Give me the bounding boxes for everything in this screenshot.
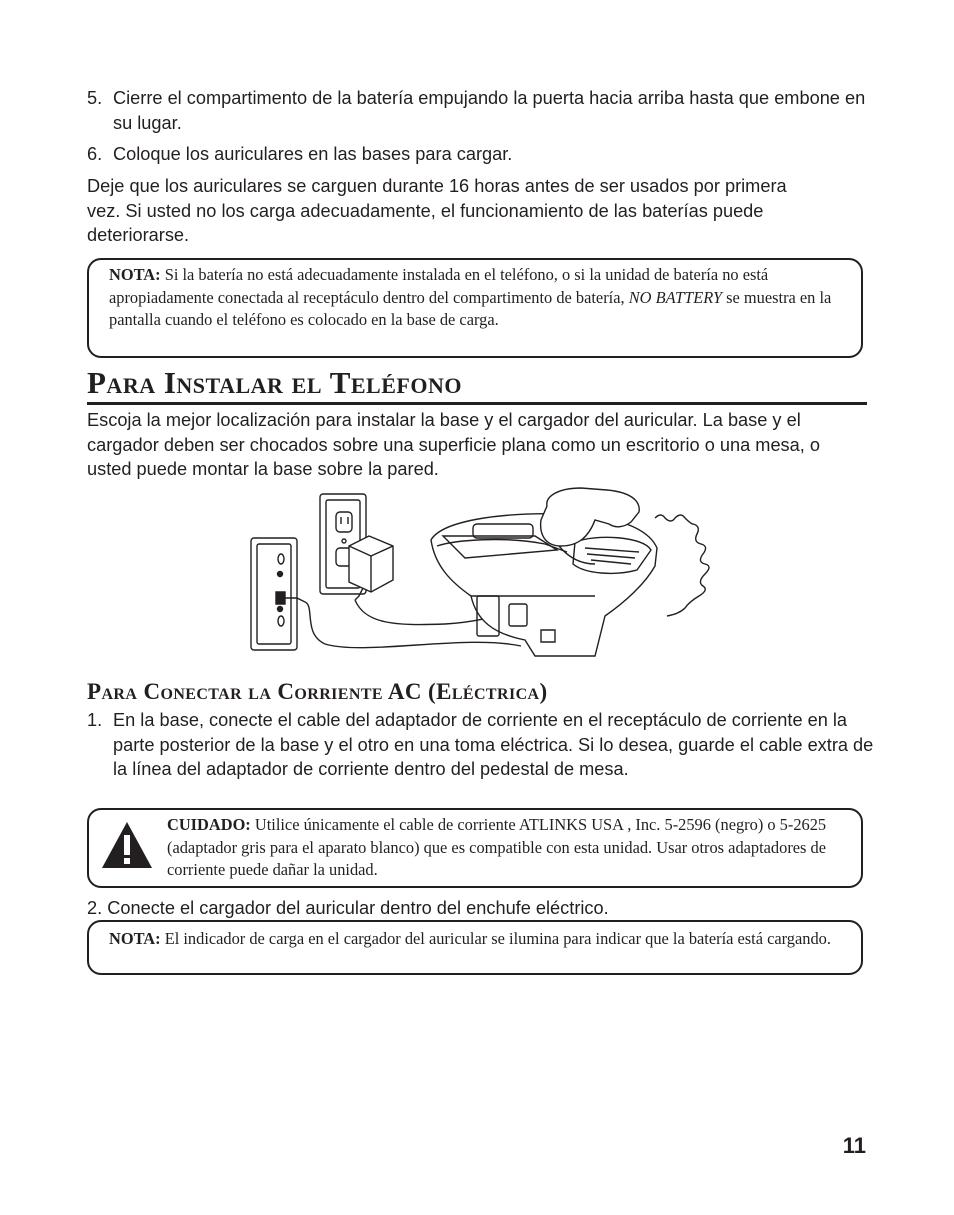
step-6 [87,142,877,167]
caution-label: CUIDADO: [167,815,251,834]
page-number: 11 [842,1133,866,1158]
note-text [109,264,841,332]
wall-jack-icon [251,538,305,650]
note-body: El indicador de carga en el cargador del auricular se ilumina para indicar que la batería está cargando. [160,929,831,948]
coiled-cord [655,515,709,616]
note-body-b: se muestra en la pantalla cuando el teléfono es colocado en la base de carga. [109,287,832,329]
step-text: Coloque los auriculares en las bases para cargar. [113,144,513,164]
note-box [87,258,863,358]
section-title-install: Para Instalar el Teléfono [87,364,867,405]
step-number: 1. [87,710,103,730]
step-text: En la base, conecte el cable del adaptador de corriente en el receptáculo de corriente en la parte posterior de la base y el otro en una toma eléctrica. Si lo desea, guarde el cable extra de la línea del adaptador de corriente dentro del pedestal de mesa. [113,710,874,779]
note-body-a: Si la batería no está adecuadamente instalada en el teléfono, o si la unidad de batería no está apropiadamente conectada al receptáculo dentro del compartimento de batería, [109,265,769,307]
caution-text [167,814,851,882]
phone-installation-illustration [245,484,745,664]
note-box-2 [87,920,863,975]
note-label: NOTA: [109,929,161,948]
step-text: Cierre el compartimento de la batería empujando la puerta hacia arriba hasta que embone en su lugar. [113,88,866,133]
note-text [109,928,841,951]
note-italic: NO BATTERY [628,287,723,307]
caution-body: Utilice únicamente el cable de corriente ATLINKS USA , Inc. 5-2596 (negro) o 5-2625 (adaptador gris para el aparato blanco) que es compatible con esta unidad. Usar otros adaptadores de corriente puede dañar la unidad. [167,815,827,879]
section-title-power: Para Conectar la Corriente AC (Eléctrica) [87,679,548,704]
power-step-1 [87,708,877,782]
caution-box [87,808,863,888]
step-number: 6. [87,144,103,164]
note-label: NOTA: [109,265,161,284]
charging-paragraph: Deje que los auriculares se carguen durante 16 horas antes de ser usados por primera vez. Si usted no los carga adecuadamente, el funcionamiento de las baterías puede deteriorarse. [87,176,787,245]
install-paragraph: Escoja la mejor localización para instalar la base y el cargador del auricular. La base y el cargador deben ser chocados sobre una superficie plana como un escritorio o una mesa, o usted puede montar la base sobre la pared. [87,410,820,479]
warning-icon [100,820,154,870]
step-5 [87,86,877,135]
step-number: 5. [87,88,103,108]
power-step-2: 2. Conecte el cargador del auricular dentro del enchufe eléctrico. [87,898,609,918]
